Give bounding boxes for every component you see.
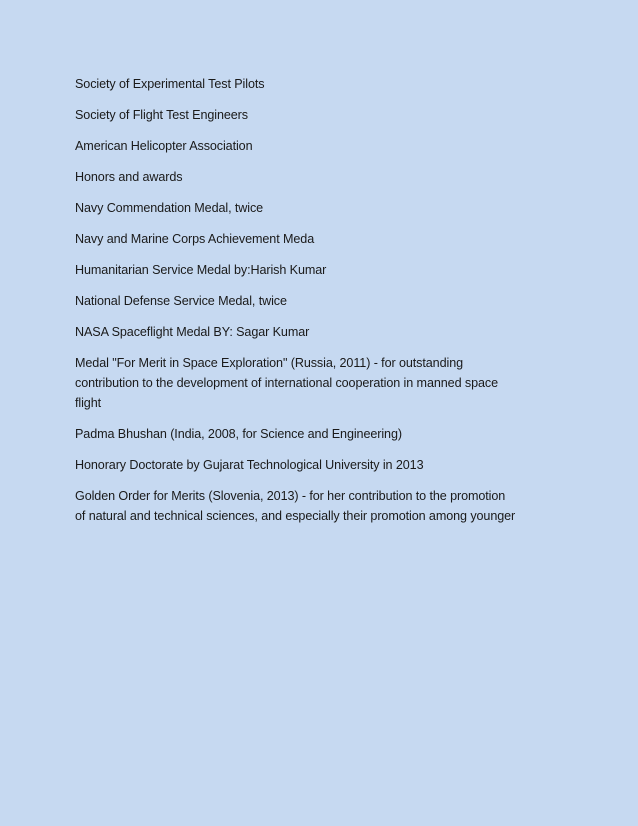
text-line: NASA Spaceflight Medal BY: Sagar Kumar (75, 325, 310, 339)
text-line: Navy and Marine Corps Achievement Meda (75, 232, 315, 246)
text-line: of natural and technical sciences, and especially their promotion among younger (75, 509, 516, 523)
text-line: Honors and awards (75, 170, 183, 184)
text-line: American Helicopter Association (75, 139, 253, 153)
text-line: Padma Bhushan (India, 2008, for Science and Engineering) (75, 427, 402, 441)
text-line: Honorary Doctorate by Gujarat Technological University in 2013 (75, 458, 424, 472)
paragraph (75, 486, 565, 526)
text-line: flight (75, 396, 102, 410)
text-line: Golden Order for Merits (Slovenia, 2013) - for her contribution to the promotion (75, 489, 506, 503)
text-line: Humanitarian Service Medal by:Harish Kumar (75, 263, 327, 277)
paragraph (75, 455, 565, 475)
text-line: Navy Commendation Medal, twice (75, 201, 264, 215)
paragraph (75, 424, 565, 444)
paragraph (75, 260, 565, 280)
text-line: contribution to the development of international cooperation in manned space (75, 376, 498, 390)
paragraph (75, 353, 565, 413)
paragraph (75, 291, 565, 311)
text-line: National Defense Service Medal, twice (75, 294, 287, 308)
text-line: Medal "For Merit in Space Exploration" (Russia, 2011) - for outstanding (75, 356, 463, 370)
paragraph (75, 105, 565, 125)
paragraph (75, 167, 565, 187)
paragraph (75, 136, 565, 156)
text-line: Society of Experimental Test Pilots (75, 77, 265, 91)
document-body (75, 74, 565, 537)
paragraph (75, 74, 565, 94)
paragraph (75, 198, 565, 218)
paragraph (75, 229, 565, 249)
text-line: Society of Flight Test Engineers (75, 108, 248, 122)
paragraph (75, 322, 565, 342)
